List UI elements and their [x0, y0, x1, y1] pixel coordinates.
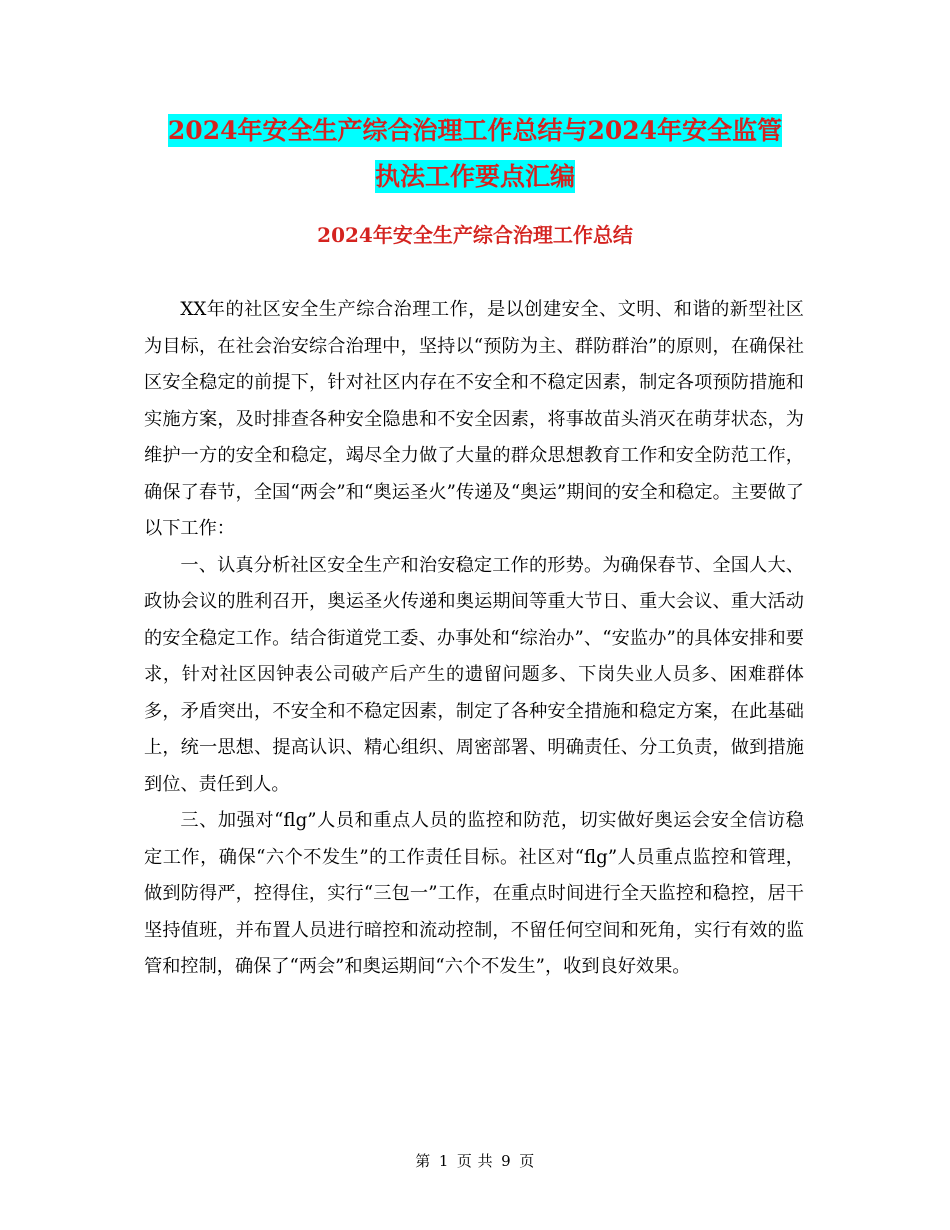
footer-prefix: 第 [415, 1152, 431, 1170]
footer-total-pages: 9 [501, 1152, 512, 1170]
document-title-line-1: 2024年安全生产综合治理工作总结与2024年安全监管 [167, 116, 783, 145]
section-title: 2024年安全生产综合治理工作总结 [317, 223, 633, 247]
footer-current-page: 1 [438, 1152, 449, 1170]
paragraph-item-1: 一、认真分析社区安全生产和治安稳定工作的形势。为确保春节、全国人大、政协会议的胜利召开，奥运圣火传递和奥运期间等重大节日、重大会议、重大活动的安全稳定工作。结合街道党工委、办事处和“综治办”、“安监办”的具体安排和要求，针对社区因钟表公司破产后产生的遗留问题多、下岗失业人员多、困难群体多，矛盾突出，不安全和不稳定因素，制定了各种安全措施和稳定方案，在此基础上，统一思想、提高认识、精心组织、周密部署、明确责任、分工负责，做到措施到位、责任到人。 [144, 554, 804, 795]
document-title-line-2: 执法工作要点汇编 [374, 162, 575, 191]
paragraph-item-3: 三、加强对“flg”人员和重点人员的监控和防范，切实做好奥运会安全信访稳定工作，确保“六个不发生”的工作责任目标。社区对“flg”人员重点监控和管理，做到防得严，控得住，实行“三包一”工作，在重点时间进行全天监控和稳控，居干坚持值班，并布置人员进行暗控和流动控制，不留任何空间和死角，实行有效的监管和控制，确保了“两会”和奥运期间“六个不发生”，收到良好效果。 [144, 810, 804, 977]
footer-middle: 页 共 [456, 1152, 494, 1170]
footer-suffix: 页 [519, 1152, 535, 1170]
paragraph-intro: XX年的社区安全生产综合治理工作，是以创建安全、文明、和谐的新型社区为目标，在社会治安综合治理中，坚持以“预防为主、群防群治”的原则，在确保社区安全稳定的前提下，针对社区内存在不安全和不稳定因素，制定各项预防措施和实施方案，及时排查各种安全隐患和不安全因素，将事故苗头消灭在萌芽状态，为维护一方的安全和稳定，竭尽全力做了大量的群众思想教育工作和安全防范工作，确保了春节，全国“两会”和“奥运圣火”传递及“奥运”期间的安全和稳定。主要做了以下工作： [144, 299, 804, 539]
page-footer [0, 1150, 950, 1171]
document-title [0, 108, 950, 200]
document-body [144, 292, 804, 986]
